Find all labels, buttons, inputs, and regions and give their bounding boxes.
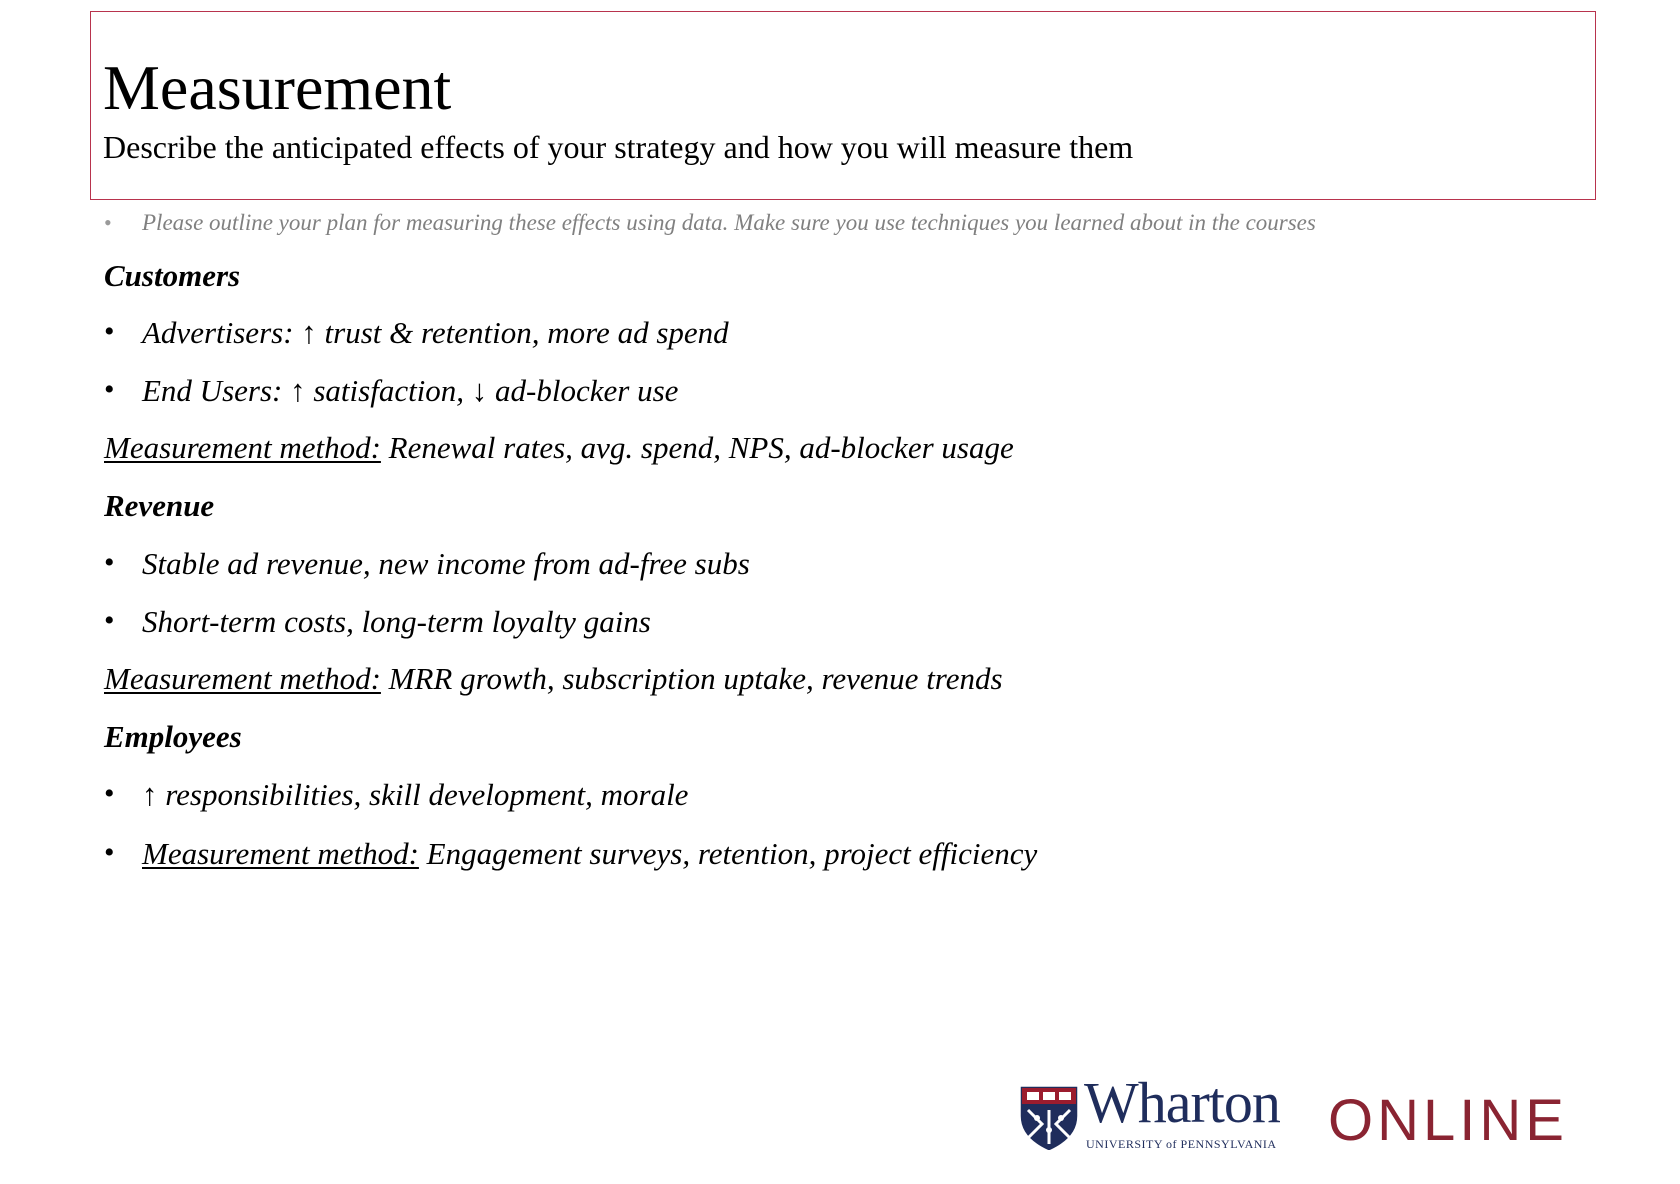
slide-subtitle: Describe the anticipated effects of your strategy and how you will measure them: [103, 129, 1134, 165]
bullet: •: [104, 546, 115, 579]
measurement-method-customers: [104, 430, 1014, 466]
measurement-method-revenue: [104, 661, 1003, 697]
university-name: UNIVERSITY of PENNSYLVANIA: [1086, 1137, 1277, 1151]
method-label: Measurement method:: [104, 661, 381, 696]
slide-title: Measurement: [103, 52, 452, 123]
penn-shield-icon: [1020, 1086, 1078, 1150]
list-item: Short-term costs, long-term loyalty gains: [142, 604, 651, 639]
method-label: Measurement method:: [142, 836, 419, 871]
instruction-text: Please outline your plan for measuring these effects using data. Make sure you use techniques you learned about in the courses: [142, 210, 1316, 235]
instruction-bullet: •: [104, 210, 112, 235]
list-item: End Users: ↑ satisfaction, ↓ ad-blocker use: [142, 373, 679, 408]
bullet: •: [104, 836, 115, 869]
list-item: ↑ responsibilities, skill development, morale: [142, 777, 689, 812]
method-text: MRR growth, subscription uptake, revenue trends: [380, 661, 1003, 696]
measurement-method-employees: [142, 836, 1037, 872]
bullet: •: [104, 315, 115, 348]
bullet: •: [104, 373, 115, 406]
bullet: •: [104, 604, 115, 637]
list-item: Stable ad revenue, new income from ad-free subs: [142, 546, 750, 581]
method-label: Measurement method:: [104, 430, 381, 465]
heading-customers: Customers: [104, 258, 241, 293]
wharton-wordmark: Wharton: [1084, 1070, 1280, 1135]
heading-employees: Employees: [104, 719, 242, 754]
list-item: Advertisers: ↑ trust & retention, more ad spend: [142, 315, 729, 350]
heading-revenue: Revenue: [104, 488, 215, 523]
method-text: Renewal rates, avg. spend, NPS, ad-blocker usage: [380, 430, 1014, 465]
online-wordmark: ONLINE: [1328, 1088, 1568, 1153]
wharton-online-logo: [1020, 1070, 1590, 1153]
method-text: Engagement surveys, retention, project efficiency: [418, 836, 1038, 871]
bullet: •: [104, 777, 115, 810]
